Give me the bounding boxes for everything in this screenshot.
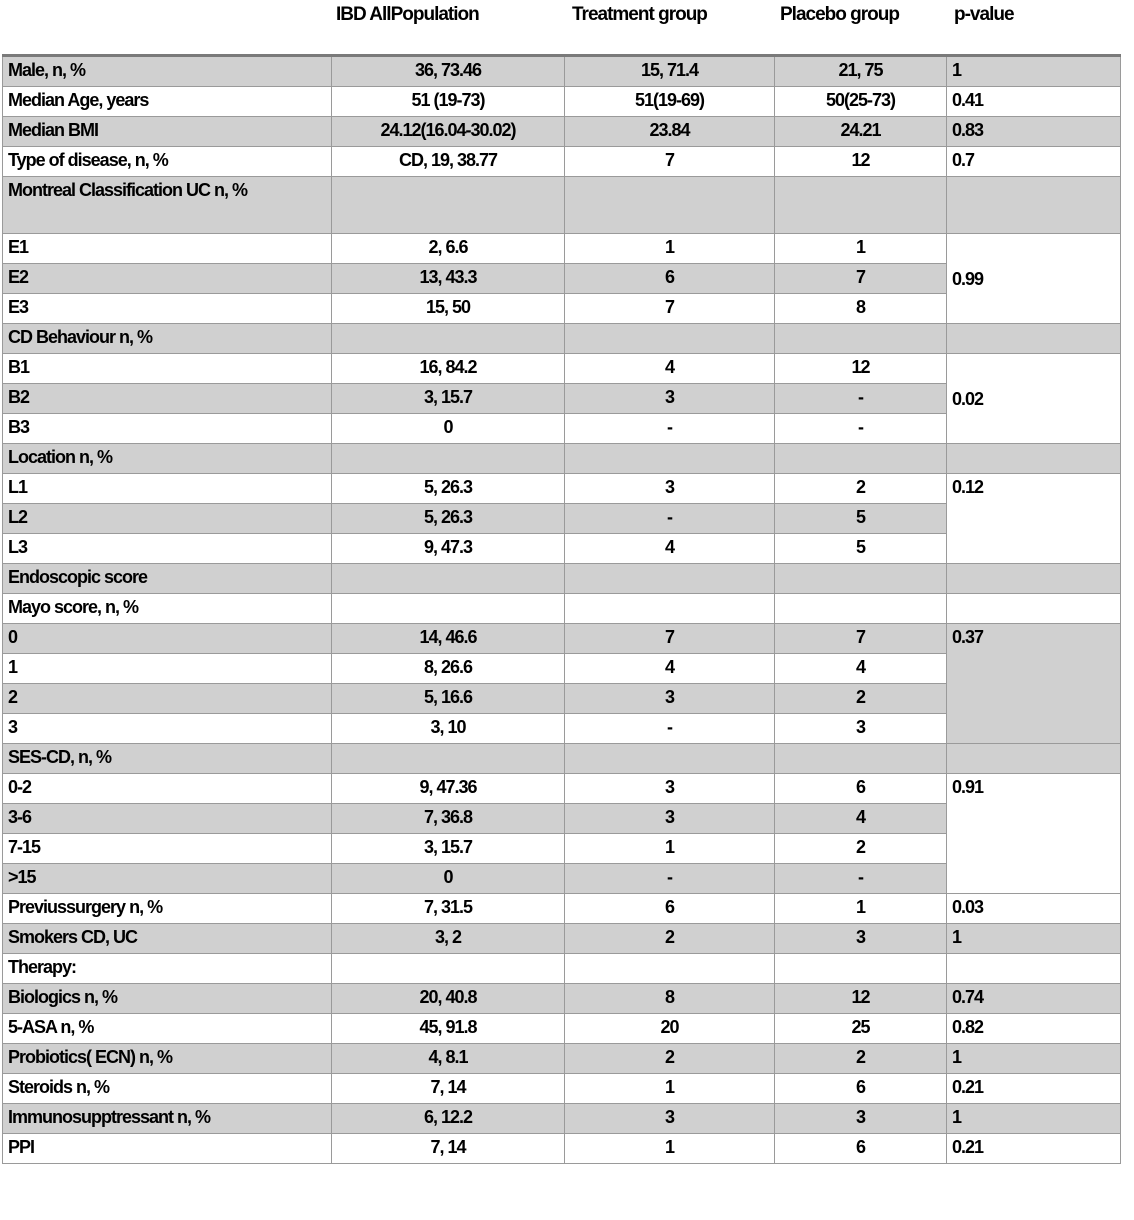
placebo-cell: 3: [775, 924, 947, 954]
p-value-cell: 0.21: [947, 1074, 1121, 1104]
treatment-cell: -: [565, 714, 775, 744]
placebo-cell: -: [775, 384, 947, 414]
treatment-cell: 3: [565, 474, 775, 504]
treatment-cell: 4: [565, 534, 775, 564]
header-treatment-group: Treatment group: [572, 4, 707, 25]
treatment-cell: 15, 71.4: [565, 56, 775, 87]
placebo-cell: 6: [775, 1074, 947, 1104]
treatment-cell: -: [565, 864, 775, 894]
table-row: [3, 774, 1121, 804]
all-population-cell: 20, 40.8: [332, 984, 565, 1014]
treatment-cell: 3: [565, 804, 775, 834]
placebo-cell: -: [775, 864, 947, 894]
table-row: [3, 87, 1121, 117]
treatment-cell: 4: [565, 654, 775, 684]
table-row: [3, 1044, 1121, 1074]
section-row: [3, 954, 1121, 984]
treatment-cell: 6: [565, 264, 775, 294]
all-population-cell: 24.12(16.04-30.02): [332, 117, 565, 147]
treatment-cell: [565, 177, 775, 234]
placebo-cell: 12: [775, 984, 947, 1014]
all-population-cell: 2, 6.6: [332, 234, 565, 264]
row-label: 0-2: [3, 774, 332, 804]
placebo-cell: 2: [775, 684, 947, 714]
p-value-cell: [947, 177, 1121, 234]
table-row: [3, 924, 1121, 954]
row-label: 3-6: [3, 804, 332, 834]
all-population-cell: 6, 12.2: [332, 1104, 565, 1134]
placebo-cell: 3: [775, 714, 947, 744]
placebo-cell: 5: [775, 504, 947, 534]
treatment-cell: 51(19-69): [565, 87, 775, 117]
row-label: E3: [3, 294, 332, 324]
table-row: [3, 234, 1121, 264]
placebo-cell: 8: [775, 294, 947, 324]
p-value-cell: [947, 324, 1121, 354]
p-value-cell: [947, 444, 1121, 474]
all-population-cell: 3, 2: [332, 924, 565, 954]
table-row: [3, 117, 1121, 147]
all-population-cell: CD, 19, 38.77: [332, 147, 565, 177]
header-all-population: IBD AllPopulation: [336, 4, 479, 25]
all-population-cell: 3, 15.7: [332, 384, 565, 414]
section-row: [3, 444, 1121, 474]
row-label: Biologics n, %: [3, 984, 332, 1014]
placebo-cell: 4: [775, 804, 947, 834]
header-placebo-group: Placebo group: [780, 4, 899, 25]
all-population-cell: 9, 47.36: [332, 774, 565, 804]
placebo-cell: [775, 954, 947, 984]
treatment-cell: 23.84: [565, 117, 775, 147]
row-label: Male, n, %: [3, 56, 332, 87]
p-value-cell: 0.37: [947, 624, 1121, 744]
all-population-cell: [332, 177, 565, 234]
p-value-cell: [947, 954, 1121, 984]
all-population-cell: [332, 564, 565, 594]
row-label: L2: [3, 504, 332, 534]
p-value-cell: [947, 564, 1121, 594]
placebo-cell: [775, 444, 947, 474]
treatment-cell: [565, 444, 775, 474]
placebo-cell: [775, 594, 947, 624]
all-population-cell: 0: [332, 864, 565, 894]
section-label: Therapy:: [3, 954, 332, 984]
header-p-value: p-value: [954, 4, 1014, 25]
treatment-cell: 4: [565, 354, 775, 384]
table-row: [3, 624, 1121, 654]
p-value-cell: 0.91: [947, 774, 1121, 894]
table-row: [3, 984, 1121, 1014]
p-value-cell: 1: [947, 924, 1121, 954]
treatment-cell: 1: [565, 834, 775, 864]
treatment-cell: 2: [565, 1044, 775, 1074]
baseline-characteristics-table: [2, 54, 1121, 1164]
treatment-cell: [565, 744, 775, 774]
all-population-cell: 7, 36.8: [332, 804, 565, 834]
placebo-cell: 4: [775, 654, 947, 684]
p-value-cell: 0.82: [947, 1014, 1121, 1044]
row-label: E2: [3, 264, 332, 294]
treatment-cell: [565, 324, 775, 354]
all-population-cell: 13, 43.3: [332, 264, 565, 294]
p-value-cell: 0.12: [947, 474, 1121, 564]
all-population-cell: 7, 31.5: [332, 894, 565, 924]
all-population-cell: [332, 324, 565, 354]
p-value-cell: 0.99: [947, 234, 1121, 324]
section-label: Montreal Classification UC n, %: [3, 177, 332, 234]
section-row: [3, 564, 1121, 594]
all-population-cell: 3, 15.7: [332, 834, 565, 864]
placebo-cell: 12: [775, 147, 947, 177]
treatment-cell: -: [565, 504, 775, 534]
all-population-cell: [332, 594, 565, 624]
row-label: Smokers CD, UC: [3, 924, 332, 954]
row-label: 1: [3, 654, 332, 684]
p-value-cell: 0.21: [947, 1134, 1121, 1164]
placebo-cell: 5: [775, 534, 947, 564]
all-population-cell: 36, 73.46: [332, 56, 565, 87]
placebo-cell: 6: [775, 1134, 947, 1164]
treatment-cell: 7: [565, 147, 775, 177]
placebo-cell: 25: [775, 1014, 947, 1044]
placebo-cell: [775, 564, 947, 594]
row-label: Probiotics( ECN) n, %: [3, 1044, 332, 1074]
treatment-cell: 7: [565, 294, 775, 324]
all-population-cell: 4, 8.1: [332, 1044, 565, 1074]
treatment-cell: 20: [565, 1014, 775, 1044]
placebo-cell: -: [775, 414, 947, 444]
row-label: E1: [3, 234, 332, 264]
section-label: Mayo score, n, %: [3, 594, 332, 624]
p-value-cell: 0.03: [947, 894, 1121, 924]
table-row: [3, 1134, 1121, 1164]
p-value-cell: 0.02: [947, 354, 1121, 444]
all-population-cell: 16, 84.2: [332, 354, 565, 384]
row-label: 7-15: [3, 834, 332, 864]
all-population-cell: 7, 14: [332, 1134, 565, 1164]
section-label: SES-CD, n, %: [3, 744, 332, 774]
p-value-cell: 0.83: [947, 117, 1121, 147]
all-population-cell: [332, 744, 565, 774]
table-row: [3, 147, 1121, 177]
row-label: B2: [3, 384, 332, 414]
treatment-cell: -: [565, 414, 775, 444]
treatment-cell: [565, 594, 775, 624]
row-label: 2: [3, 684, 332, 714]
row-label: B1: [3, 354, 332, 384]
all-population-cell: 3, 10: [332, 714, 565, 744]
placebo-cell: 24.21: [775, 117, 947, 147]
p-value-cell: [947, 744, 1121, 774]
p-value-cell: 1: [947, 1044, 1121, 1074]
treatment-cell: 1: [565, 234, 775, 264]
table-row: [3, 474, 1121, 504]
row-label: B3: [3, 414, 332, 444]
placebo-cell: 1: [775, 234, 947, 264]
table-row: [3, 894, 1121, 924]
treatment-cell: 8: [565, 984, 775, 1014]
placebo-cell: 7: [775, 624, 947, 654]
section-row: [3, 177, 1121, 234]
placebo-cell: 1: [775, 894, 947, 924]
placebo-cell: 3: [775, 1104, 947, 1134]
all-population-cell: 5, 26.3: [332, 474, 565, 504]
treatment-cell: 7: [565, 624, 775, 654]
placebo-cell: [775, 324, 947, 354]
placebo-cell: 2: [775, 834, 947, 864]
p-value-cell: 0.7: [947, 147, 1121, 177]
table-row: [3, 1074, 1121, 1104]
row-label: 3: [3, 714, 332, 744]
row-label: Type of disease, n, %: [3, 147, 332, 177]
row-label: L3: [3, 534, 332, 564]
all-population-cell: 14, 46.6: [332, 624, 565, 654]
p-value-cell: 1: [947, 56, 1121, 87]
table-header: [0, 0, 1134, 52]
p-value-cell: 0.74: [947, 984, 1121, 1014]
treatment-cell: 1: [565, 1074, 775, 1104]
table-row: [3, 1014, 1121, 1044]
treatment-cell: 3: [565, 684, 775, 714]
section-label: Endoscopic score: [3, 564, 332, 594]
treatment-cell: 3: [565, 1104, 775, 1134]
all-population-cell: 7, 14: [332, 1074, 565, 1104]
all-population-cell: 5, 16.6: [332, 684, 565, 714]
p-value-cell: 1: [947, 1104, 1121, 1134]
row-label: L1: [3, 474, 332, 504]
row-label: PPI: [3, 1134, 332, 1164]
section-row: [3, 744, 1121, 774]
placebo-cell: 6: [775, 774, 947, 804]
row-label: >15: [3, 864, 332, 894]
section-row: [3, 594, 1121, 624]
placebo-cell: 21, 75: [775, 56, 947, 87]
section-label: Location n, %: [3, 444, 332, 474]
row-label: 0: [3, 624, 332, 654]
placebo-cell: [775, 744, 947, 774]
treatment-cell: 1: [565, 1134, 775, 1164]
all-population-cell: 51 (19-73): [332, 87, 565, 117]
row-label: Previussurgery n, %: [3, 894, 332, 924]
all-population-cell: 9, 47.3: [332, 534, 565, 564]
row-label: 5-ASA n, %: [3, 1014, 332, 1044]
treatment-cell: [565, 954, 775, 984]
all-population-cell: 5, 26.3: [332, 504, 565, 534]
treatment-cell: 6: [565, 894, 775, 924]
all-population-cell: 0: [332, 414, 565, 444]
all-population-cell: 15, 50: [332, 294, 565, 324]
section-label: CD Behaviour n, %: [3, 324, 332, 354]
treatment-cell: 3: [565, 384, 775, 414]
placebo-cell: [775, 177, 947, 234]
row-label: Immunosupptressant n, %: [3, 1104, 332, 1134]
section-row: [3, 324, 1121, 354]
placebo-cell: 50(25-73): [775, 87, 947, 117]
table-row: [3, 56, 1121, 87]
table-row: [3, 354, 1121, 384]
all-population-cell: [332, 954, 565, 984]
row-label: Median Age, years: [3, 87, 332, 117]
treatment-cell: 3: [565, 774, 775, 804]
placebo-cell: 7: [775, 264, 947, 294]
p-value-cell: [947, 594, 1121, 624]
row-label: Steroids n, %: [3, 1074, 332, 1104]
row-label: Median BMI: [3, 117, 332, 147]
table-row: [3, 1104, 1121, 1134]
all-population-cell: [332, 444, 565, 474]
treatment-cell: [565, 564, 775, 594]
treatment-cell: 2: [565, 924, 775, 954]
p-value-cell: 0.41: [947, 87, 1121, 117]
placebo-cell: 2: [775, 474, 947, 504]
placebo-cell: 12: [775, 354, 947, 384]
all-population-cell: 45, 91.8: [332, 1014, 565, 1044]
all-population-cell: 8, 26.6: [332, 654, 565, 684]
placebo-cell: 2: [775, 1044, 947, 1074]
